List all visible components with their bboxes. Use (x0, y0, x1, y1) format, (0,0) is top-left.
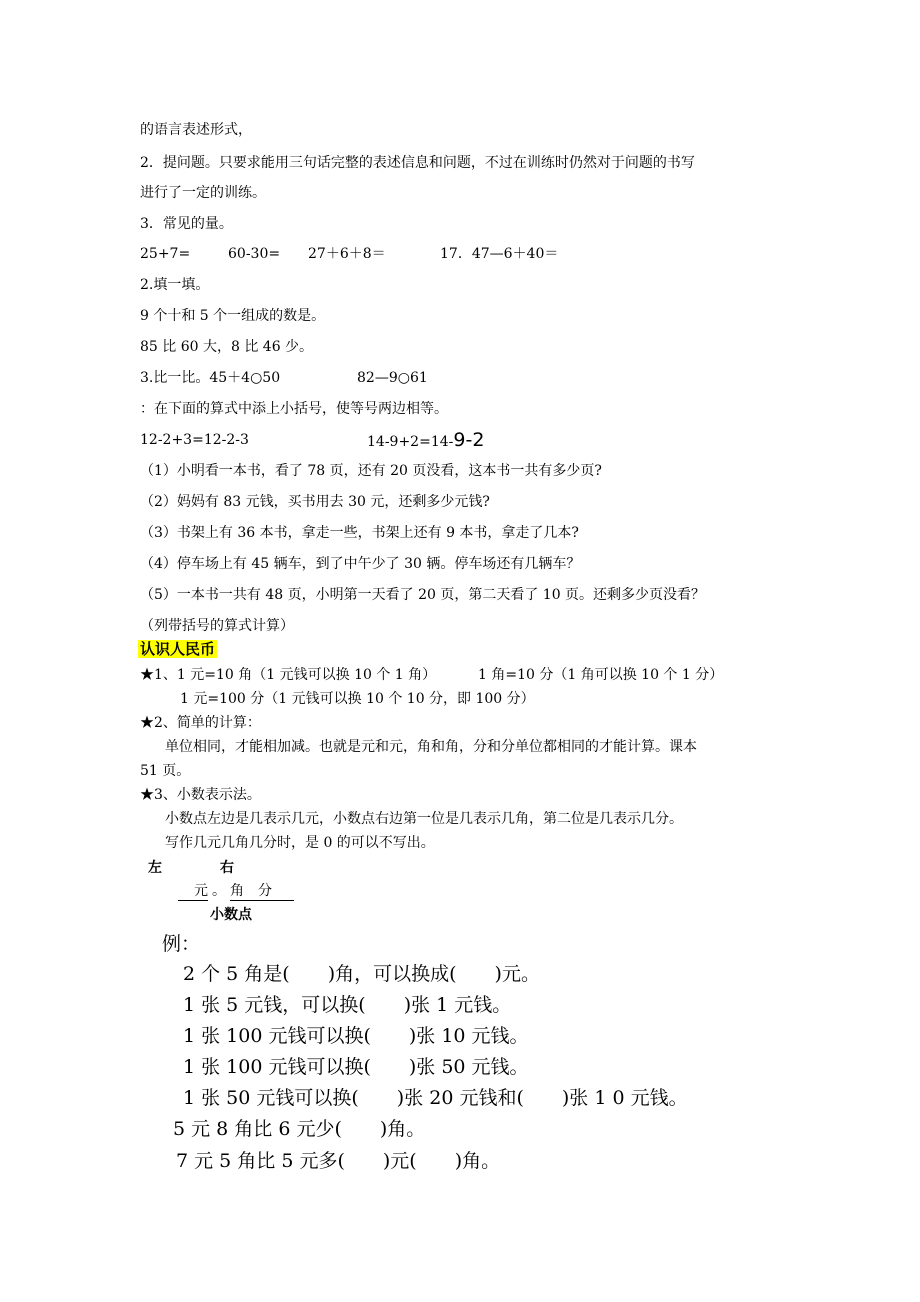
rmb-point-3-title: ★3、小数表示法。 (140, 787, 261, 803)
word-problem: （5）一本书一共有 48 页，小明第一天看了 20 页，第二天看了 10 页。还剩多少页没看？ (140, 587, 706, 603)
fill-question-1: 9 个十和 5 个一组成的数是。 (140, 308, 326, 324)
compare-line: 3.比一比。45＋4○50 (140, 370, 281, 386)
word-problem: （3）书架上有 36 本书，拿走一些，书架上还有 9 本书，拿走了几本? (140, 525, 579, 541)
compare-second: 82—9○61 (357, 370, 428, 386)
brackets-equation-1: 12-2+3=12-2-3 (140, 432, 249, 448)
item-2-line-a: 2．提问题。只要求能用三句话完整的表述信息和问题，不过在训练时仍然对于问题的书写 (140, 155, 695, 171)
word-problem-note: （列带括号的算式计算） (140, 618, 294, 634)
intro-line: 的语言表述形式， (140, 122, 252, 138)
diagram-jiao-fen (230, 882, 294, 901)
rmb-point-1-a: ★1、1 元=10 角（1 元钱可以换 10 个 1 角） (140, 667, 437, 683)
rmb-point-3-text-b: 写作几元几角几分时，是 0 的可以不写出。 (165, 835, 435, 851)
calc-expr-2: 60-30= (228, 246, 281, 262)
brackets-equation-2-start: 14-9+2=14- (367, 434, 454, 450)
calc-expr-1: 25+7= (140, 246, 191, 262)
rmb-heading (138, 639, 217, 660)
calc-expr-4: 17．47—6＋40＝ (440, 246, 559, 262)
fill-question-2: 85 比 60 大，8 比 46 少。 (140, 339, 314, 355)
example-line: 1 张 100 元钱可以换( )张 50 元钱。 (183, 1056, 529, 1078)
diagram-left-label: 左 (148, 860, 162, 876)
item-3-line: 3．常见的量。 (140, 216, 233, 232)
brackets-equation-2 (367, 430, 484, 452)
word-problem: （1）小明看一本书，看了 78 页，还有 20 页没看，这本书一共有多少页? (140, 463, 602, 479)
example-line: 1 张 50 元钱可以换( )张 20 元钱和( )张 1 0 元钱。 (183, 1087, 688, 1109)
brackets-equation-2-end: 9-2 (453, 429, 485, 451)
word-problem: （2）妈妈有 83 元钱，买书用去 30 元，还剩多少元钱? (140, 494, 490, 510)
diagram-dot: 。 (212, 883, 226, 899)
rmb-point-2-text-a: 单位相同，才能相加减。也就是元和元，角和角，分和分单位都相同的才能计算。课本 (165, 739, 697, 755)
diagram-right-label: 右 (220, 860, 234, 876)
item-2-line-b: 进行了一定的训练。 (140, 185, 266, 201)
fill-title: 2.填一填。 (140, 277, 210, 293)
diagram-yuan: 元 (178, 882, 208, 901)
diagram-fen: 分 (258, 883, 272, 899)
example-label: 例： (162, 933, 201, 955)
rmb-point-2-text-b: 51 页。 (140, 763, 191, 779)
example-line: 1 张 5 元钱，可以换( )张 1 元钱。 (183, 994, 512, 1016)
rmb-point-1-c: 1 元=100 分（1 元钱可以换 10 个 10 分，即 100 分） (180, 691, 535, 707)
rmb-point-2-title: ★2、简单的计算： (140, 715, 261, 731)
example-line: 5 元 8 角比 6 元少( )角。 (173, 1118, 426, 1140)
example-line: 7 元 5 角比 5 元多( )元( )角。 (176, 1150, 501, 1172)
example-line: 2 个 5 角是( )角，可以换成( )元。 (183, 963, 540, 985)
diagram-jiao: 角 (230, 883, 244, 899)
example-line: 1 张 100 元钱可以换( )张 10 元钱。 (183, 1025, 529, 1047)
word-problem: （4）停车场上有 45 辆车，到了中午少了 30 辆。停车场还有几辆车？ (140, 556, 581, 572)
diagram-point-label: 小数点 (210, 907, 252, 923)
calc-expr-3: 27＋6＋8＝ (308, 246, 386, 262)
diagram-place-row (178, 881, 294, 901)
brackets-instruction: ：在下面的算式中添上小括号，使等号两边相等。 (140, 401, 448, 417)
rmb-point-3-text-a: 小数点左边是几表示几元，小数点右边第一位是几表示几角，第二位是几表示几分。 (165, 811, 683, 827)
rmb-point-1-b: 1 角=10 分（1 角可以换 10 个 1 分） (478, 667, 724, 683)
rmb-heading-text: 认识人民币 (140, 640, 216, 658)
